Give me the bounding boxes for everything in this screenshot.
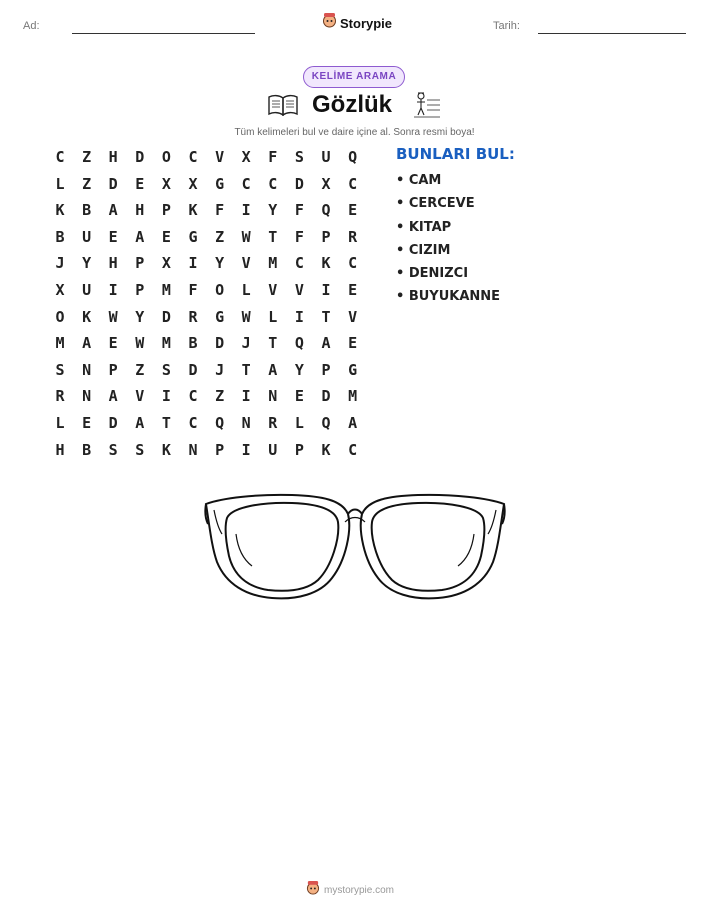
grid-cell[interactable]: I	[108, 281, 118, 299]
grid-cell[interactable]: I	[188, 254, 198, 273]
grid-cell[interactable]: S	[55, 360, 65, 379]
grid-cell[interactable]: C	[188, 148, 198, 166]
grid-cell[interactable]: S	[108, 440, 118, 459]
grid-cell[interactable]: U	[82, 227, 92, 246]
grid-cell[interactable]: Y	[294, 360, 304, 379]
grid-cell[interactable]: E	[135, 174, 145, 193]
grid-cell[interactable]: Z	[82, 148, 92, 166]
grid-cell[interactable]: P	[294, 440, 304, 459]
grid-cell[interactable]: T	[321, 307, 331, 326]
sailor-figure-icon	[412, 90, 442, 125]
grid-cell[interactable]: U	[268, 440, 278, 459]
grid-cell[interactable]: Q	[294, 334, 304, 353]
grid-cell[interactable]: Z	[215, 387, 225, 406]
grid-cell[interactable]: I	[294, 307, 304, 326]
grid-cell[interactable]: H	[135, 201, 145, 220]
grid-cell[interactable]: N	[188, 440, 198, 459]
page-title: Gözlük	[312, 91, 393, 118]
grid-cell[interactable]: C	[55, 148, 65, 166]
grid-cell[interactable]: E	[294, 387, 304, 406]
grid-cell[interactable]: N	[268, 387, 278, 406]
grid-cell[interactable]: A	[108, 387, 118, 406]
grid-cell[interactable]: G	[215, 307, 225, 326]
grid-cell[interactable]: D	[321, 387, 331, 406]
grid-cell[interactable]: I	[161, 387, 171, 406]
grid-cell[interactable]: Q	[215, 414, 225, 432]
eyeglasses-icon	[202, 490, 508, 607]
grid-cell[interactable]: G	[188, 227, 198, 246]
grid-cell[interactable]: N	[82, 360, 92, 379]
grid-cell[interactable]: X	[55, 281, 65, 299]
grid-cell[interactable]: K	[188, 201, 198, 220]
grid-cell[interactable]: U	[321, 148, 331, 166]
grid-cell[interactable]: F	[215, 201, 225, 220]
grid-cell[interactable]: Y	[82, 254, 92, 273]
grid-cell[interactable]: I	[241, 440, 251, 459]
grid-cell[interactable]: O	[215, 281, 225, 299]
grid-cell[interactable]: M	[55, 334, 65, 353]
grid-cell[interactable]: J	[55, 254, 65, 273]
grid-cell[interactable]: Q	[348, 148, 358, 166]
grid-cell[interactable]: I	[241, 387, 251, 406]
grid-cell[interactable]: B	[188, 334, 198, 353]
grid-cell[interactable]: D	[188, 360, 198, 379]
grid-cell[interactable]: B	[55, 227, 65, 246]
grid-cell[interactable]: B	[82, 201, 92, 220]
grid-cell[interactable]: P	[108, 360, 118, 379]
grid-cell[interactable]: W	[108, 307, 118, 326]
word-list-item: • DENIZCI	[396, 266, 469, 282]
grid-cell[interactable]: V	[294, 281, 304, 299]
grid-cell[interactable]: X	[161, 174, 171, 193]
grid-cell[interactable]: C	[294, 254, 304, 273]
grid-cell[interactable]: U	[82, 281, 92, 299]
grid-cell[interactable]: P	[135, 281, 145, 299]
grid-cell[interactable]: C	[348, 254, 358, 273]
grid-cell[interactable]: A	[135, 227, 145, 246]
grid-cell[interactable]: P	[215, 440, 225, 459]
grid-cell[interactable]: G	[348, 360, 358, 379]
grid-cell[interactable]: R	[188, 307, 198, 326]
grid-cell[interactable]: P	[161, 201, 171, 220]
grid-cell[interactable]: V	[241, 254, 251, 273]
grid-cell[interactable]: E	[348, 281, 358, 299]
grid-cell[interactable]: L	[294, 414, 304, 432]
word-list-item: • CAM	[396, 173, 442, 188]
grid-cell[interactable]: T	[241, 360, 251, 379]
grid-cell[interactable]: C	[268, 174, 278, 193]
grid-cell[interactable]: D	[294, 174, 304, 193]
grid-cell[interactable]: P	[135, 254, 145, 273]
grid-cell[interactable]: E	[348, 334, 358, 353]
grid-cell[interactable]: X	[321, 174, 331, 193]
grid-cell[interactable]: G	[215, 174, 225, 193]
grid-cell[interactable]: K	[55, 201, 65, 220]
grid-cell[interactable]: C	[348, 440, 358, 459]
word-list-item: • CIZIM	[396, 242, 451, 258]
grid-cell[interactable]: D	[215, 334, 225, 353]
grid-cell[interactable]: R	[268, 414, 278, 432]
grid-cell[interactable]: D	[108, 174, 118, 193]
grid-cell[interactable]: D	[108, 414, 118, 432]
grid-cell[interactable]: F	[294, 201, 304, 220]
grid-cell[interactable]: C	[241, 174, 251, 193]
mascot-logo-icon	[322, 12, 337, 34]
grid-cell[interactable]: E	[108, 227, 118, 246]
grid-cell[interactable]: B	[82, 440, 92, 459]
grid-cell[interactable]: L	[241, 281, 251, 299]
grid-cell[interactable]: D	[161, 307, 171, 326]
grid-cell[interactable]: R	[55, 387, 65, 406]
grid-cell[interactable]: R	[348, 227, 358, 246]
word-list-item: • BUYUKANNE	[396, 289, 501, 305]
grid-cell[interactable]: A	[135, 414, 145, 432]
grid-cell[interactable]: I	[321, 281, 331, 299]
grid-cell[interactable]: I	[241, 201, 251, 220]
grid-cell[interactable]: Z	[82, 174, 92, 193]
name-field-line[interactable]	[72, 33, 255, 34]
word-list	[396, 172, 500, 312]
grid-cell[interactable]: A	[268, 360, 278, 379]
grid-cell[interactable]: H	[55, 440, 65, 459]
date-field-line[interactable]	[538, 33, 686, 34]
grid-cell[interactable]: F	[294, 227, 304, 246]
grid-cell[interactable]: O	[55, 307, 65, 326]
grid-cell[interactable]: W	[135, 334, 145, 353]
grid-cell[interactable]: E	[348, 201, 358, 220]
grid-cell[interactable]: S	[294, 148, 304, 166]
grid-cell[interactable]: K	[321, 254, 331, 273]
instructions: Tüm kelimeleri bul ve daire içine al. Sonra resmi boya!	[234, 127, 475, 138]
grid-cell[interactable]: E	[161, 227, 171, 246]
open-book-icon	[268, 94, 298, 121]
footer	[306, 880, 394, 901]
grid-cell[interactable]: X	[241, 148, 251, 166]
grid-cell[interactable]: E	[82, 414, 92, 432]
grid-cell[interactable]: Z	[215, 227, 225, 246]
word-list-item: • CERCEVE	[396, 196, 475, 212]
word-list-item: • KITAP	[396, 219, 452, 235]
grid-cell[interactable]: C	[188, 414, 198, 432]
grid-cell[interactable]: Y	[268, 201, 278, 220]
grid-cell[interactable]: Y	[135, 307, 145, 326]
grid-cell[interactable]: Y	[215, 254, 225, 273]
grid-cell[interactable]: A	[82, 334, 92, 353]
grid-cell[interactable]: W	[241, 227, 251, 246]
grid-cell[interactable]: K	[82, 307, 92, 326]
grid-cell[interactable]: K	[161, 440, 171, 459]
brand-logo	[322, 12, 392, 34]
grid-cell[interactable]: T	[268, 334, 278, 353]
grid-cell[interactable]: V	[135, 387, 145, 406]
grid-cell[interactable]: N	[241, 414, 251, 432]
grid-cell[interactable]: S	[135, 440, 145, 459]
name-label: Ad:	[23, 20, 40, 32]
grid-cell[interactable]: L	[268, 307, 278, 326]
grid-cell[interactable]: E	[108, 334, 118, 353]
grid-cell[interactable]: P	[321, 360, 331, 379]
grid-cell[interactable]: W	[241, 307, 251, 326]
grid-cell[interactable]: K	[321, 440, 331, 459]
footer-url: mystorypie.com	[324, 885, 395, 896]
grid-cell[interactable]: F	[268, 148, 278, 166]
grid-cell[interactable]: N	[82, 387, 92, 406]
grid-cell[interactable]: O	[161, 148, 171, 166]
grid-cell[interactable]: D	[135, 148, 145, 166]
grid-cell[interactable]: V	[348, 307, 358, 326]
grid-cell[interactable]: X	[188, 174, 198, 193]
grid-cell[interactable]: M	[348, 387, 358, 406]
grid-cell[interactable]: L	[55, 414, 65, 432]
grid-cell[interactable]: T	[268, 227, 278, 246]
grid-cell[interactable]: X	[161, 254, 171, 273]
brand-name: Storypie	[340, 15, 393, 31]
grid-cell[interactable]: J	[215, 360, 225, 379]
grid-cell[interactable]: M	[268, 254, 278, 273]
grid-cell[interactable]: Q	[321, 414, 331, 432]
grid-cell[interactable]: Z	[135, 360, 145, 379]
grid-cell[interactable]: S	[161, 360, 171, 379]
grid-cell[interactable]: A	[108, 201, 118, 220]
grid-cell[interactable]: A	[321, 334, 331, 353]
mascot-logo-icon	[306, 880, 320, 901]
grid-cell[interactable]: C	[348, 174, 358, 193]
grid-cell[interactable]: H	[108, 148, 118, 166]
grid-cell[interactable]: Q	[321, 201, 331, 220]
grid-cell[interactable]: M	[161, 334, 171, 353]
grid-cell[interactable]: V	[215, 148, 225, 166]
grid-cell[interactable]: L	[55, 174, 65, 193]
grid-cell[interactable]: P	[321, 227, 331, 246]
grid-cell[interactable]: C	[188, 387, 198, 406]
activity-badge: KELİME ARAMA	[303, 66, 405, 88]
grid-cell[interactable]: H	[108, 254, 118, 273]
grid-cell[interactable]: V	[268, 281, 278, 299]
grid-cell[interactable]: A	[348, 414, 358, 432]
grid-cell[interactable]: F	[188, 281, 198, 299]
word-list-title: BUNLARI BUL:	[396, 145, 515, 163]
date-label: Tarih:	[493, 20, 520, 32]
grid-cell[interactable]: M	[161, 281, 171, 299]
grid-cell[interactable]: T	[161, 414, 171, 432]
grid-cell[interactable]: J	[241, 334, 251, 353]
